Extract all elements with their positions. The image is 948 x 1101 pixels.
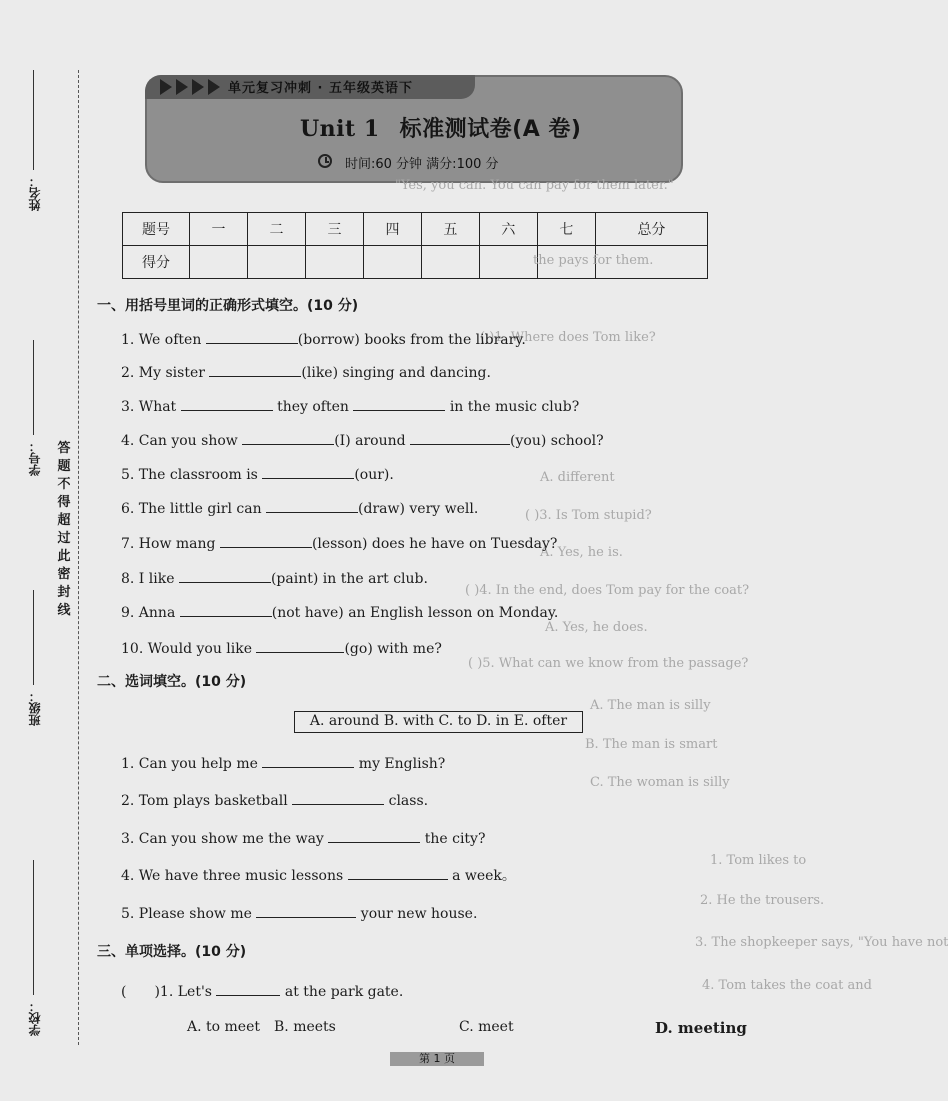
- bleed-through-text: the pays for them.: [533, 253, 654, 268]
- seal-fold-line: [78, 70, 79, 1045]
- score-cell[interactable]: [247, 246, 305, 279]
- name-label: 姓名：: [28, 175, 42, 211]
- answer-blank[interactable]: [256, 903, 356, 918]
- question-text: (lesson) does he have on Tuesday?: [311, 536, 558, 552]
- answer-blank[interactable]: [206, 329, 298, 344]
- question-text: 1. We often: [121, 332, 206, 348]
- seal-notice: 答题不得超过此密封线: [57, 441, 71, 618]
- section-3-title: 三、单项选择。(10 分): [97, 944, 247, 960]
- question-text: (you) school?: [510, 433, 604, 449]
- question-1-8: [121, 568, 428, 587]
- question-text: 4. Can you show: [121, 433, 243, 449]
- question-text: 1. Can you help me: [121, 756, 263, 772]
- score-cell[interactable]: [479, 246, 537, 279]
- question-text: 7. How mang: [121, 536, 220, 552]
- answer-blank[interactable]: [242, 430, 334, 445]
- question-text: the city?: [420, 831, 486, 847]
- table-cell: 六: [479, 213, 537, 246]
- question-text: 2. My sister: [121, 365, 210, 381]
- question-2-2: [121, 790, 428, 809]
- answer-blank[interactable]: [266, 498, 358, 513]
- score-cell[interactable]: [363, 246, 421, 279]
- table-cell: 总分: [595, 213, 707, 246]
- score-table: [122, 212, 708, 279]
- bleed-through-text: "Yes, you can. You can pay for them later.": [395, 178, 674, 193]
- answer-blank[interactable]: [256, 638, 344, 653]
- student-id-underline: [33, 340, 34, 435]
- question-text: (not have) an English lesson on Monday.: [271, 605, 559, 621]
- question-text: (I) around: [334, 433, 411, 449]
- bleed-through-text: A. Yes, he is.: [540, 545, 623, 560]
- table-cell: 得分: [123, 246, 190, 279]
- bleed-through-text: 3. The shopkeeper says, "You have not: [695, 935, 948, 950]
- page-number: 第 1 页: [390, 1052, 484, 1066]
- question-text: class.: [384, 793, 429, 809]
- question-text: 4. We have three music lessons: [121, 868, 348, 884]
- answer-blank[interactable]: [216, 981, 280, 996]
- question-text: (paint) in the art club.: [270, 571, 428, 587]
- bleed-through-text: A. different: [540, 470, 615, 485]
- section-2-title: 二、选词填空。(10 分): [97, 674, 247, 690]
- question-text: 5. Please show me: [121, 906, 257, 922]
- question-text: 5. The classroom is: [121, 467, 263, 483]
- question-1-4: [121, 430, 604, 449]
- question-text: 3. What: [121, 399, 181, 415]
- question-2-3: [121, 828, 485, 847]
- question-text: my English?: [354, 756, 446, 772]
- bleed-through-text: A. Yes, he does.: [545, 620, 648, 635]
- question-1-9: [121, 602, 558, 621]
- table-cell: 四: [363, 213, 421, 246]
- bleed-through-text: B. The man is smart: [585, 737, 718, 752]
- question-text: 9. Anna: [121, 605, 180, 621]
- section-1-title: 一、用括号里词的正确形式填空。(10 分): [97, 298, 359, 314]
- question-text: 8. I like: [121, 571, 179, 587]
- bleed-through-text: ( )1. Where does Tom like?: [480, 330, 656, 345]
- question-2-4: [121, 865, 516, 885]
- question-text: at the park gate.: [280, 984, 404, 1000]
- answer-blank[interactable]: [353, 396, 445, 411]
- table-cell: 二: [247, 213, 305, 246]
- option-d[interactable]: D. meeting: [655, 1019, 747, 1037]
- chevron-icon: [160, 79, 172, 95]
- chevron-icon: [176, 79, 188, 95]
- bleed-through-text: A. The man is silly: [590, 698, 711, 713]
- question-1-1: [121, 329, 526, 348]
- time-score-info: 时间:60 分钟 满分:100 分: [345, 157, 499, 172]
- question-1-2: [121, 362, 491, 381]
- question-text: 2. Tom plays basketball: [121, 793, 293, 809]
- question-1-5: [121, 464, 394, 483]
- question-text: 6. The little girl can: [121, 501, 267, 517]
- score-cell[interactable]: [190, 246, 248, 279]
- chevron-icon: [192, 79, 204, 95]
- question-text: (our).: [354, 467, 394, 483]
- unit-label: Unit 1: [300, 116, 380, 142]
- question-text: in the music club?: [445, 399, 580, 415]
- question-text: )1. Let's: [154, 984, 217, 1000]
- answer-blank[interactable]: [262, 464, 354, 479]
- bleed-through-text: ( )5. What can we know from the passage?: [468, 656, 749, 671]
- table-cell: 一: [190, 213, 248, 246]
- bleed-through-text: 1. Tom likes to: [710, 853, 807, 868]
- option-a[interactable]: A. to meet: [187, 1019, 260, 1035]
- chevron-icon: [208, 79, 220, 95]
- school-underline: [33, 860, 34, 995]
- bleed-through-text: ( )3. Is Tom stupid?: [525, 508, 652, 523]
- series-title: 单元复习冲刺 · 五年级英语下: [228, 81, 413, 96]
- bleed-through-text: 4. Tom takes the coat and: [702, 978, 872, 993]
- class-label: 班级：: [28, 690, 42, 726]
- test-title: [300, 112, 581, 143]
- question-text: a week。: [447, 868, 516, 884]
- score-cell[interactable]: [305, 246, 363, 279]
- question-text: 3. Can you show me the way: [121, 831, 329, 847]
- answer-blank[interactable]: [328, 828, 420, 843]
- name-underline: [33, 70, 34, 170]
- question-2-5: [121, 903, 477, 922]
- score-table-header-row: [123, 213, 708, 246]
- student-id-label: 学号：: [28, 440, 42, 476]
- answer-bracket-open: (: [121, 984, 127, 1000]
- question-text: (go) with me?: [344, 641, 442, 657]
- bleed-through-text: ( )4. In the end, does Tom pay for the coat?: [465, 583, 750, 598]
- table-cell: 五: [421, 213, 479, 246]
- option-c[interactable]: C. meet: [459, 1019, 514, 1035]
- question-text: they often: [272, 399, 354, 415]
- question-2-1: [121, 753, 445, 772]
- answer-blank[interactable]: [410, 430, 510, 445]
- question-text: (borrow) books from the library.: [297, 332, 526, 348]
- table-cell: 七: [537, 213, 595, 246]
- option-b[interactable]: B. meets: [274, 1019, 336, 1035]
- word-bank: A. around B. with C. to D. in E. ofter: [294, 711, 583, 733]
- table-cell: 题号: [123, 213, 190, 246]
- answer-blank[interactable]: [181, 396, 273, 411]
- bleed-through-text: C. The woman is silly: [590, 775, 730, 790]
- answer-blank[interactable]: [348, 865, 448, 880]
- question-text: (like) singing and dancing.: [301, 365, 491, 381]
- question-text: (draw) very well.: [358, 501, 479, 517]
- question-1-6: [121, 498, 478, 517]
- class-underline: [33, 590, 34, 685]
- question-1-10: [121, 638, 442, 657]
- bleed-through-text: 2. He the trousers.: [700, 893, 825, 908]
- answer-blank[interactable]: [209, 362, 301, 377]
- table-cell: 三: [305, 213, 363, 246]
- clock-icon: [318, 154, 332, 168]
- question-1-3: [121, 396, 579, 415]
- answer-blank[interactable]: [179, 568, 271, 583]
- question-text: 10. Would you like: [121, 641, 257, 657]
- school-label: 学校：: [28, 1000, 42, 1036]
- answer-blank[interactable]: [180, 602, 272, 617]
- question-text: your new house.: [356, 906, 478, 922]
- test-name: 标准测试卷(A 卷): [399, 117, 582, 142]
- answer-blank[interactable]: [262, 753, 354, 768]
- answer-blank[interactable]: [220, 533, 312, 548]
- question-1-7: [121, 533, 557, 552]
- score-cell[interactable]: [421, 246, 479, 279]
- answer-blank[interactable]: [292, 790, 384, 805]
- question-3-1: [121, 981, 403, 1000]
